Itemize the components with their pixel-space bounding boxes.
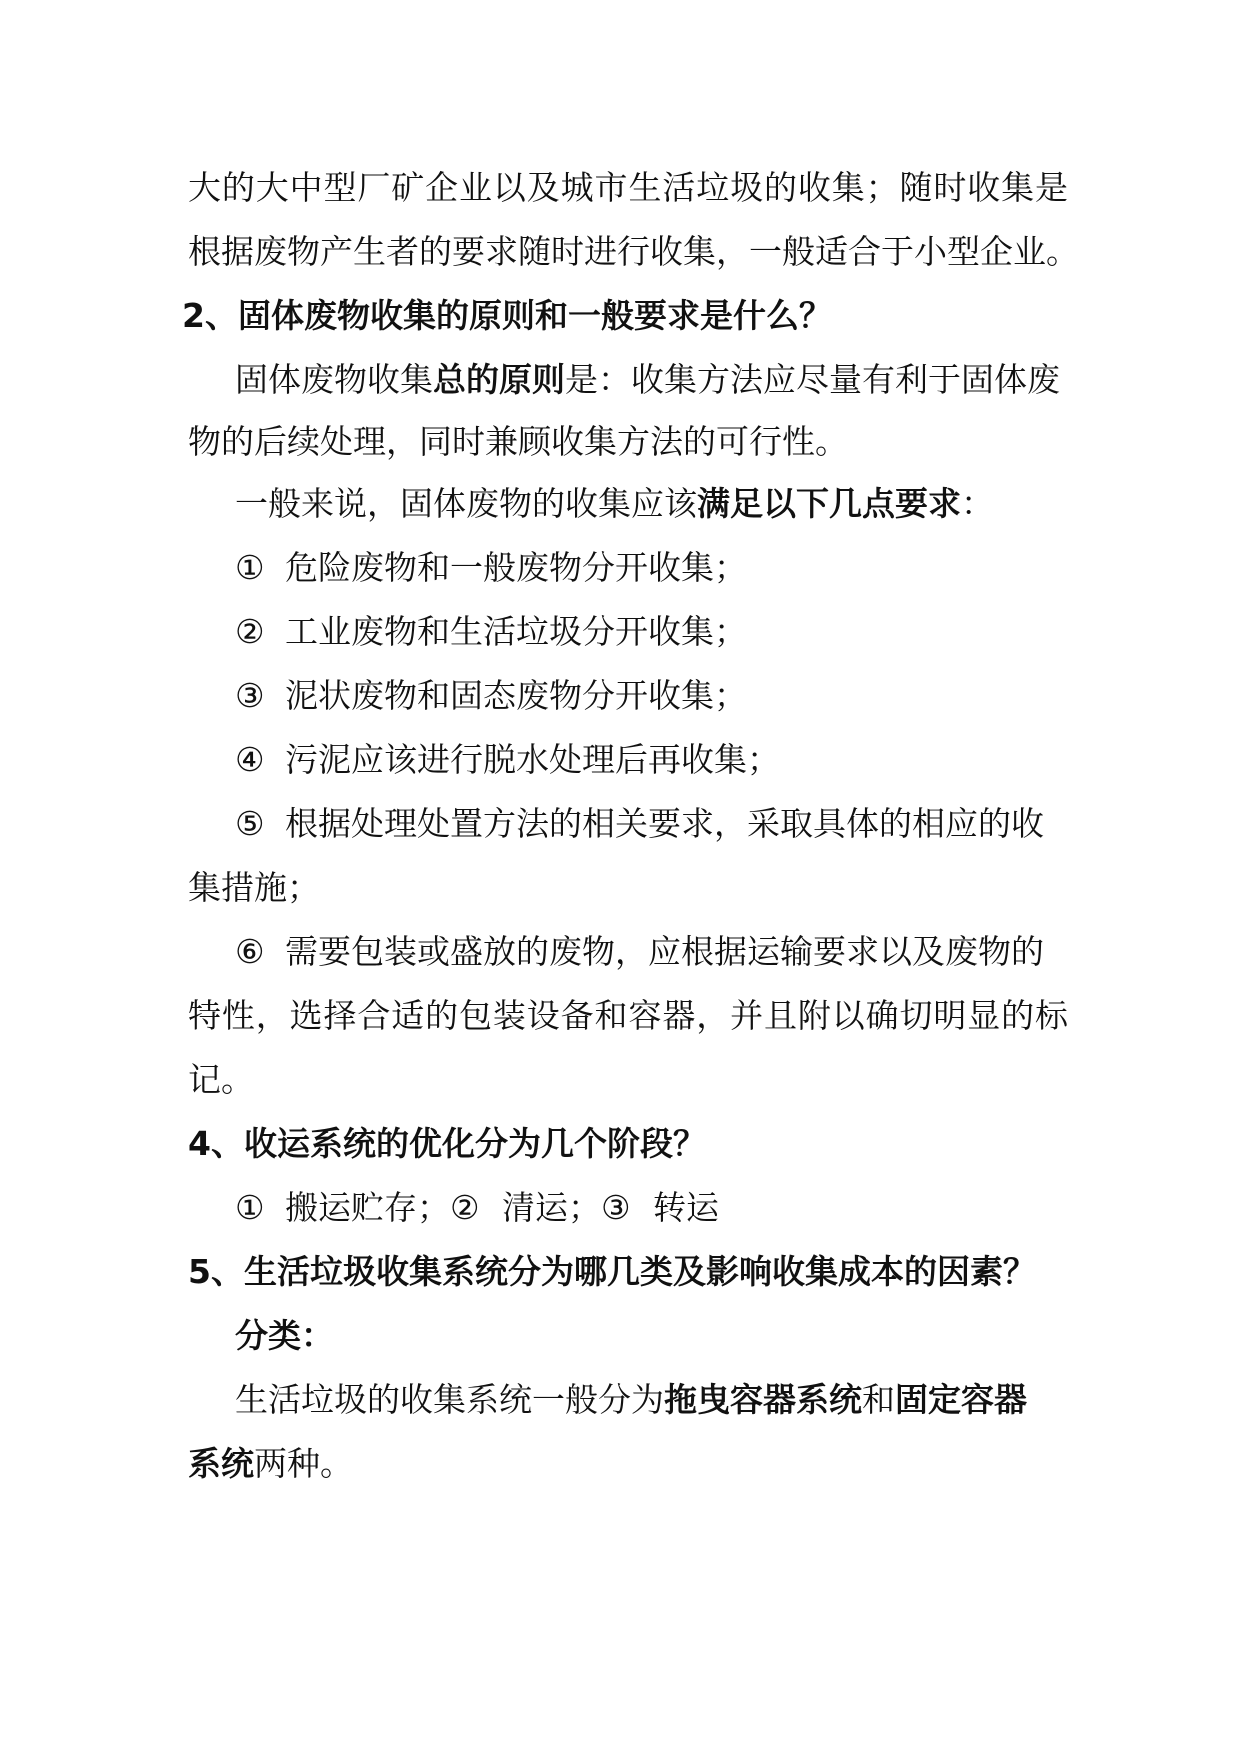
- list-text: 需要包装或盛放的废物，应根据运输要求以及废物的: [285, 932, 1044, 971]
- list-text: 危险废物和一般废物分开收集；: [285, 548, 747, 587]
- list-number: ②: [235, 612, 265, 651]
- requirements-intro: [235, 484, 1115, 524]
- stage-text: 转运: [653, 1188, 719, 1227]
- principle-text-a: 固体废物收集: [235, 360, 433, 399]
- classification-text-a: 生活垃圾的收集系统一般分为: [235, 1380, 664, 1419]
- requirements-bold: 满足以下几点要求: [697, 484, 961, 523]
- list-text: 根据处理处置方法的相关要求，采取具体的相应的收: [285, 804, 1044, 843]
- stage-number: ②: [450, 1188, 480, 1227]
- paragraph-line: 大的大中型厂矿企业以及城市生活垃圾的收集；随时收集是: [188, 168, 1068, 207]
- list-item-continuation: 集措施；: [188, 868, 320, 907]
- requirements-text-b: ：: [961, 484, 994, 523]
- principle-bold: 总的原则: [433, 360, 565, 399]
- question-4-heading: 4、收运系统的优化分为几个阶段？: [188, 1124, 706, 1163]
- principle-paragraph: [235, 360, 1068, 400]
- list-item: [235, 740, 1115, 780]
- list-text: 污泥应该进行脱水处理后再收集；: [285, 740, 780, 779]
- list-item: [235, 932, 1115, 972]
- principle-text-b: 是：收集方法应尽量有利于固体废: [565, 360, 1060, 399]
- classification-paragraph-end: [188, 1444, 1068, 1484]
- list-item: [235, 548, 1115, 588]
- list-number: ①: [235, 548, 265, 587]
- list-item: [235, 676, 1115, 716]
- list-item: [235, 804, 1115, 844]
- stage-number: ①: [235, 1188, 265, 1227]
- list-item-continuation: 记。: [188, 1060, 254, 1099]
- paragraph-line: 根据废物产生者的要求随时进行收集，一般适合于小型企业。: [188, 232, 1079, 271]
- list-text: 工业废物和生活垃圾分开收集；: [285, 612, 747, 651]
- classification-bold-2-cont: 系统: [188, 1444, 254, 1483]
- list-item-continuation: 特性，选择合适的包装设备和容器，并且附以确切明显的标: [188, 996, 1068, 1035]
- list-number: ③: [235, 676, 265, 715]
- classification-paragraph: [235, 1380, 1115, 1420]
- list-text: 泥状废物和固态废物分开收集；: [285, 676, 747, 715]
- requirements-text-a: 一般来说，固体废物的收集应该: [235, 484, 697, 523]
- classification-bold-1: 拖曳容器系统: [664, 1380, 862, 1419]
- list-number: ⑥: [235, 932, 265, 971]
- stages-line: [235, 1188, 1115, 1228]
- stage-text: 搬运贮存；: [285, 1188, 450, 1227]
- question-2-heading: 2、固体废物收集的原则和一般要求是什么？: [182, 296, 832, 335]
- classification-subheading: 分类：: [235, 1316, 334, 1355]
- stage-text: 清运；: [502, 1188, 601, 1227]
- list-number: ④: [235, 740, 265, 779]
- classification-bold-2: 固定容器: [895, 1380, 1027, 1419]
- list-number: ⑤: [235, 804, 265, 843]
- stage-number: ③: [601, 1188, 631, 1227]
- list-item: [235, 612, 1115, 652]
- classification-text-mid: 和: [862, 1380, 895, 1419]
- classification-text-end: 两种。: [254, 1444, 353, 1483]
- paragraph-line: 物的后续处理，同时兼顾收集方法的可行性。: [188, 422, 848, 461]
- question-5-heading: 5、生活垃圾收集系统分为哪几类及影响收集成本的因素？: [188, 1252, 1036, 1291]
